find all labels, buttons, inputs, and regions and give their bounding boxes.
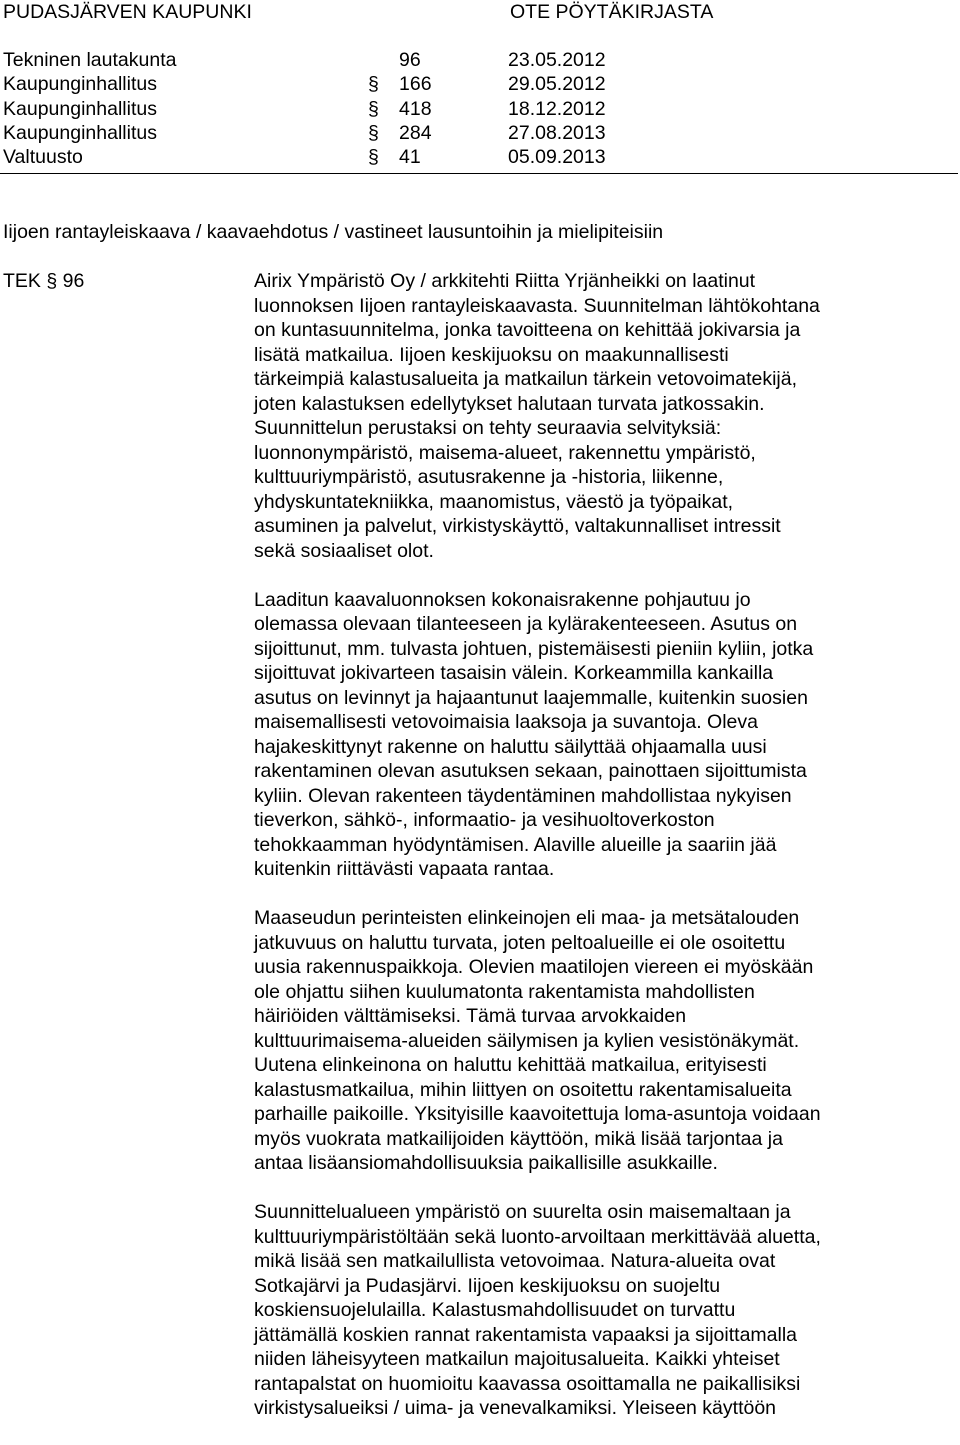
body-line: lisätä matkailua. Iijoen keskijuoksu on maakunnallisesti bbox=[254, 343, 729, 366]
body-line: yhdyskuntatekniikka, maanomistus, väestö ja työpaikat, bbox=[254, 490, 734, 513]
body-paragraph bbox=[254, 906, 884, 1176]
meeting-row bbox=[3, 121, 943, 145]
body-line: Suunnittelun perustaksi on tehty seuraavia selvityksiä: bbox=[254, 417, 722, 439]
meeting-row bbox=[3, 48, 943, 72]
body-line: kuitenkin riittävästi vapaata rantaa. bbox=[254, 858, 555, 880]
meeting-body: Kaupunginhallitus bbox=[3, 73, 157, 96]
paragraph-symbol: § bbox=[368, 146, 379, 168]
body-line: kulttuuriympäristö, asutusrakenne ja -historia, liikenne, bbox=[254, 466, 724, 488]
meeting-date: 23.05.2012 bbox=[508, 49, 606, 71]
body-line: uusia rakennuspaikkoja. Olevien maatilojen viereen ei myöskään bbox=[254, 956, 814, 978]
body-line: asuminen ja palvelut, virkistyskäyttö, valtakunnalliset intressit bbox=[254, 515, 781, 537]
body-line: olemassa olevaan tilanteeseen ja kylärakenteeseen. Asutus on bbox=[254, 613, 798, 635]
meeting-body: Kaupunginhallitus bbox=[3, 97, 157, 120]
meeting-body: Tekninen lautakunta bbox=[3, 49, 177, 71]
body-line: jatkuvuus on haluttu turvata, joten peltoalueille ei ole osoitettu bbox=[254, 931, 786, 954]
section-reference: TEK § 96 bbox=[3, 270, 85, 292]
header-divider bbox=[0, 173, 958, 174]
body-line: kulttuuriympäristöltään sekä luonto-arvoiltaan merkittävää aluetta, bbox=[254, 1225, 821, 1248]
section-number: 284 bbox=[399, 121, 432, 144]
body-line: Maaseudun perinteisten elinkeinojen eli maa- ja metsätalouden bbox=[254, 907, 800, 929]
meeting-row bbox=[3, 145, 943, 169]
body-line: koskiensuojelulailla. Kalastusmahdollisuudet on turvattu bbox=[254, 1299, 736, 1321]
body-line: myös vuokrata matkailijoiden käyttöön, mikä lisää tarjontaa ja bbox=[254, 1127, 783, 1150]
document-type: OTE PÖYTÄKIRJASTA bbox=[510, 1, 714, 23]
meeting-date: 18.12.2012 bbox=[508, 97, 606, 120]
body-line: asutus on levinnyt ja hajaantunut laajemmalle, kuitenkin suosien bbox=[254, 686, 808, 709]
body-line: antaa lisäansiomahdollisuuksia paikallisille asukkaille. bbox=[254, 1152, 718, 1174]
body-line: häiriöiden välttämiseksi. Tämä turvaa arvokkaiden bbox=[254, 1005, 687, 1027]
paragraph-symbol: § bbox=[368, 121, 379, 144]
body-line: joten kalastuksen edellytykset halutaan turvata jatkossakin. bbox=[254, 392, 765, 415]
body-line: mikä lisää sen matkailullista vetovoimaa. Natura-alueita ovat bbox=[254, 1250, 776, 1272]
body-line: luonnonympäristö, maisema-alueet, rakennettu ympäristö, bbox=[254, 441, 756, 464]
body-line: Uutena elinkeinona on haluttu kehittää matkailua, erityisesti bbox=[254, 1054, 767, 1076]
body-line: luonnoksen Iijoen rantayleiskaavasta. Suunnitelman lähtökohtana bbox=[254, 294, 820, 317]
organization-name: PUDASJÄRVEN KAUPUNKI bbox=[3, 1, 252, 23]
section-number: 96 bbox=[399, 49, 421, 71]
meeting-date: 05.09.2013 bbox=[508, 146, 606, 168]
meeting-date: 27.08.2013 bbox=[508, 121, 606, 144]
paragraph-symbol: § bbox=[368, 97, 379, 120]
meeting-date: 29.05.2012 bbox=[508, 73, 606, 96]
body-line: Suunnittelualueen ympäristö on suurelta osin maisemaltaan ja bbox=[254, 1201, 791, 1223]
body-line: hajakeskittynyt rakenne on haluttu säilyttää ohjaamalla uusi bbox=[254, 735, 767, 758]
body-line: Sotkajärvi ja Pudasjärvi. Iijoen keskijuoksu on suojeltu bbox=[254, 1274, 721, 1297]
body-line: tieverkon, sähkö-, informaatio- ja vesihuoltoverkoston bbox=[254, 809, 715, 831]
body-line: sijoittunut, mm. tulvasta johtuen, pistemäisesti pieniin kyliin, jotka bbox=[254, 637, 814, 660]
body-line: virkistysalueiksi / uima- ja venevalkamiksi. Yleiseen käyttöön bbox=[254, 1397, 777, 1419]
body-line: tärkeimpiä kalastusalueita ja matkailun tärkein vetovoimatekijä, bbox=[254, 368, 798, 390]
paragraph-symbol: § bbox=[368, 73, 379, 96]
meeting-body: Kaupunginhallitus bbox=[3, 121, 157, 144]
body-line: kyliin. Olevan rakenteen täydentäminen mahdollistaa nykyisen bbox=[254, 784, 792, 807]
meeting-list bbox=[3, 48, 943, 169]
body-line: ole ohjattu siihen kuulumatonta rakentamista mahdollisten bbox=[254, 980, 755, 1003]
body-line: kulttuurimaisema-alueiden säilymisen ja kylien vesistönäkymät. bbox=[254, 1029, 800, 1052]
body-line: kalastusmatkailua, mihin liittyen on osoitettu rakentamisalueita bbox=[254, 1078, 792, 1101]
body-line: parhaille paikoille. Yksityisille kaavoitettuja loma-asuntoja voidaan bbox=[254, 1103, 821, 1125]
body-line: sekä sosiaaliset olot. bbox=[254, 539, 434, 562]
section-number: 41 bbox=[399, 146, 421, 168]
body-line: rakentaminen olevan asutuksen sekaan, painottaen sijoittumista bbox=[254, 760, 807, 782]
body-text bbox=[254, 269, 884, 1445]
body-line: tehokkaamman hyödyntämisen. Alaville alueille ja saariin jää bbox=[254, 833, 777, 856]
body-line: sijoittuvat jokivarteen tasaisin välein. Korkeammilla kankailla bbox=[254, 662, 774, 684]
section-number: 166 bbox=[399, 73, 432, 96]
meeting-row bbox=[3, 72, 943, 96]
body-line: Laaditun kaavaluonnoksen kokonaisrakenne pohjautuu jo bbox=[254, 588, 751, 611]
section-number: 418 bbox=[399, 97, 432, 120]
body-paragraph bbox=[254, 1200, 884, 1421]
body-paragraph bbox=[254, 269, 884, 563]
body-paragraph bbox=[254, 588, 884, 882]
meeting-body: Valtuusto bbox=[3, 146, 83, 168]
body-line: rantapalstat on huomioitu kaavassa osoittamalla ne paikallisiksi bbox=[254, 1372, 801, 1395]
body-line: jättämällä koskien rannat rakentamista vapaaksi ja sijoittamalla bbox=[254, 1323, 798, 1346]
meeting-row bbox=[3, 97, 943, 121]
subject-title: Iijoen rantayleiskaava / kaavaehdotus / vastineet lausuntoihin ja mielipiteisiin bbox=[3, 221, 664, 243]
body-line: on kuntasuunnitelma, jonka tavoitteena on kehittää jokivarsia ja bbox=[254, 319, 801, 341]
body-line: maisemallisesti vetovoimaisia laaksoja ja suvantoja. Oleva bbox=[254, 711, 758, 733]
body-line: niiden läheisyyteen matkailun majoitusalueita. Kaikki yhteiset bbox=[254, 1348, 780, 1370]
body-line: Airix Ympäristö Oy / arkkitehti Riitta Yrjänheikki on laatinut bbox=[254, 270, 756, 292]
